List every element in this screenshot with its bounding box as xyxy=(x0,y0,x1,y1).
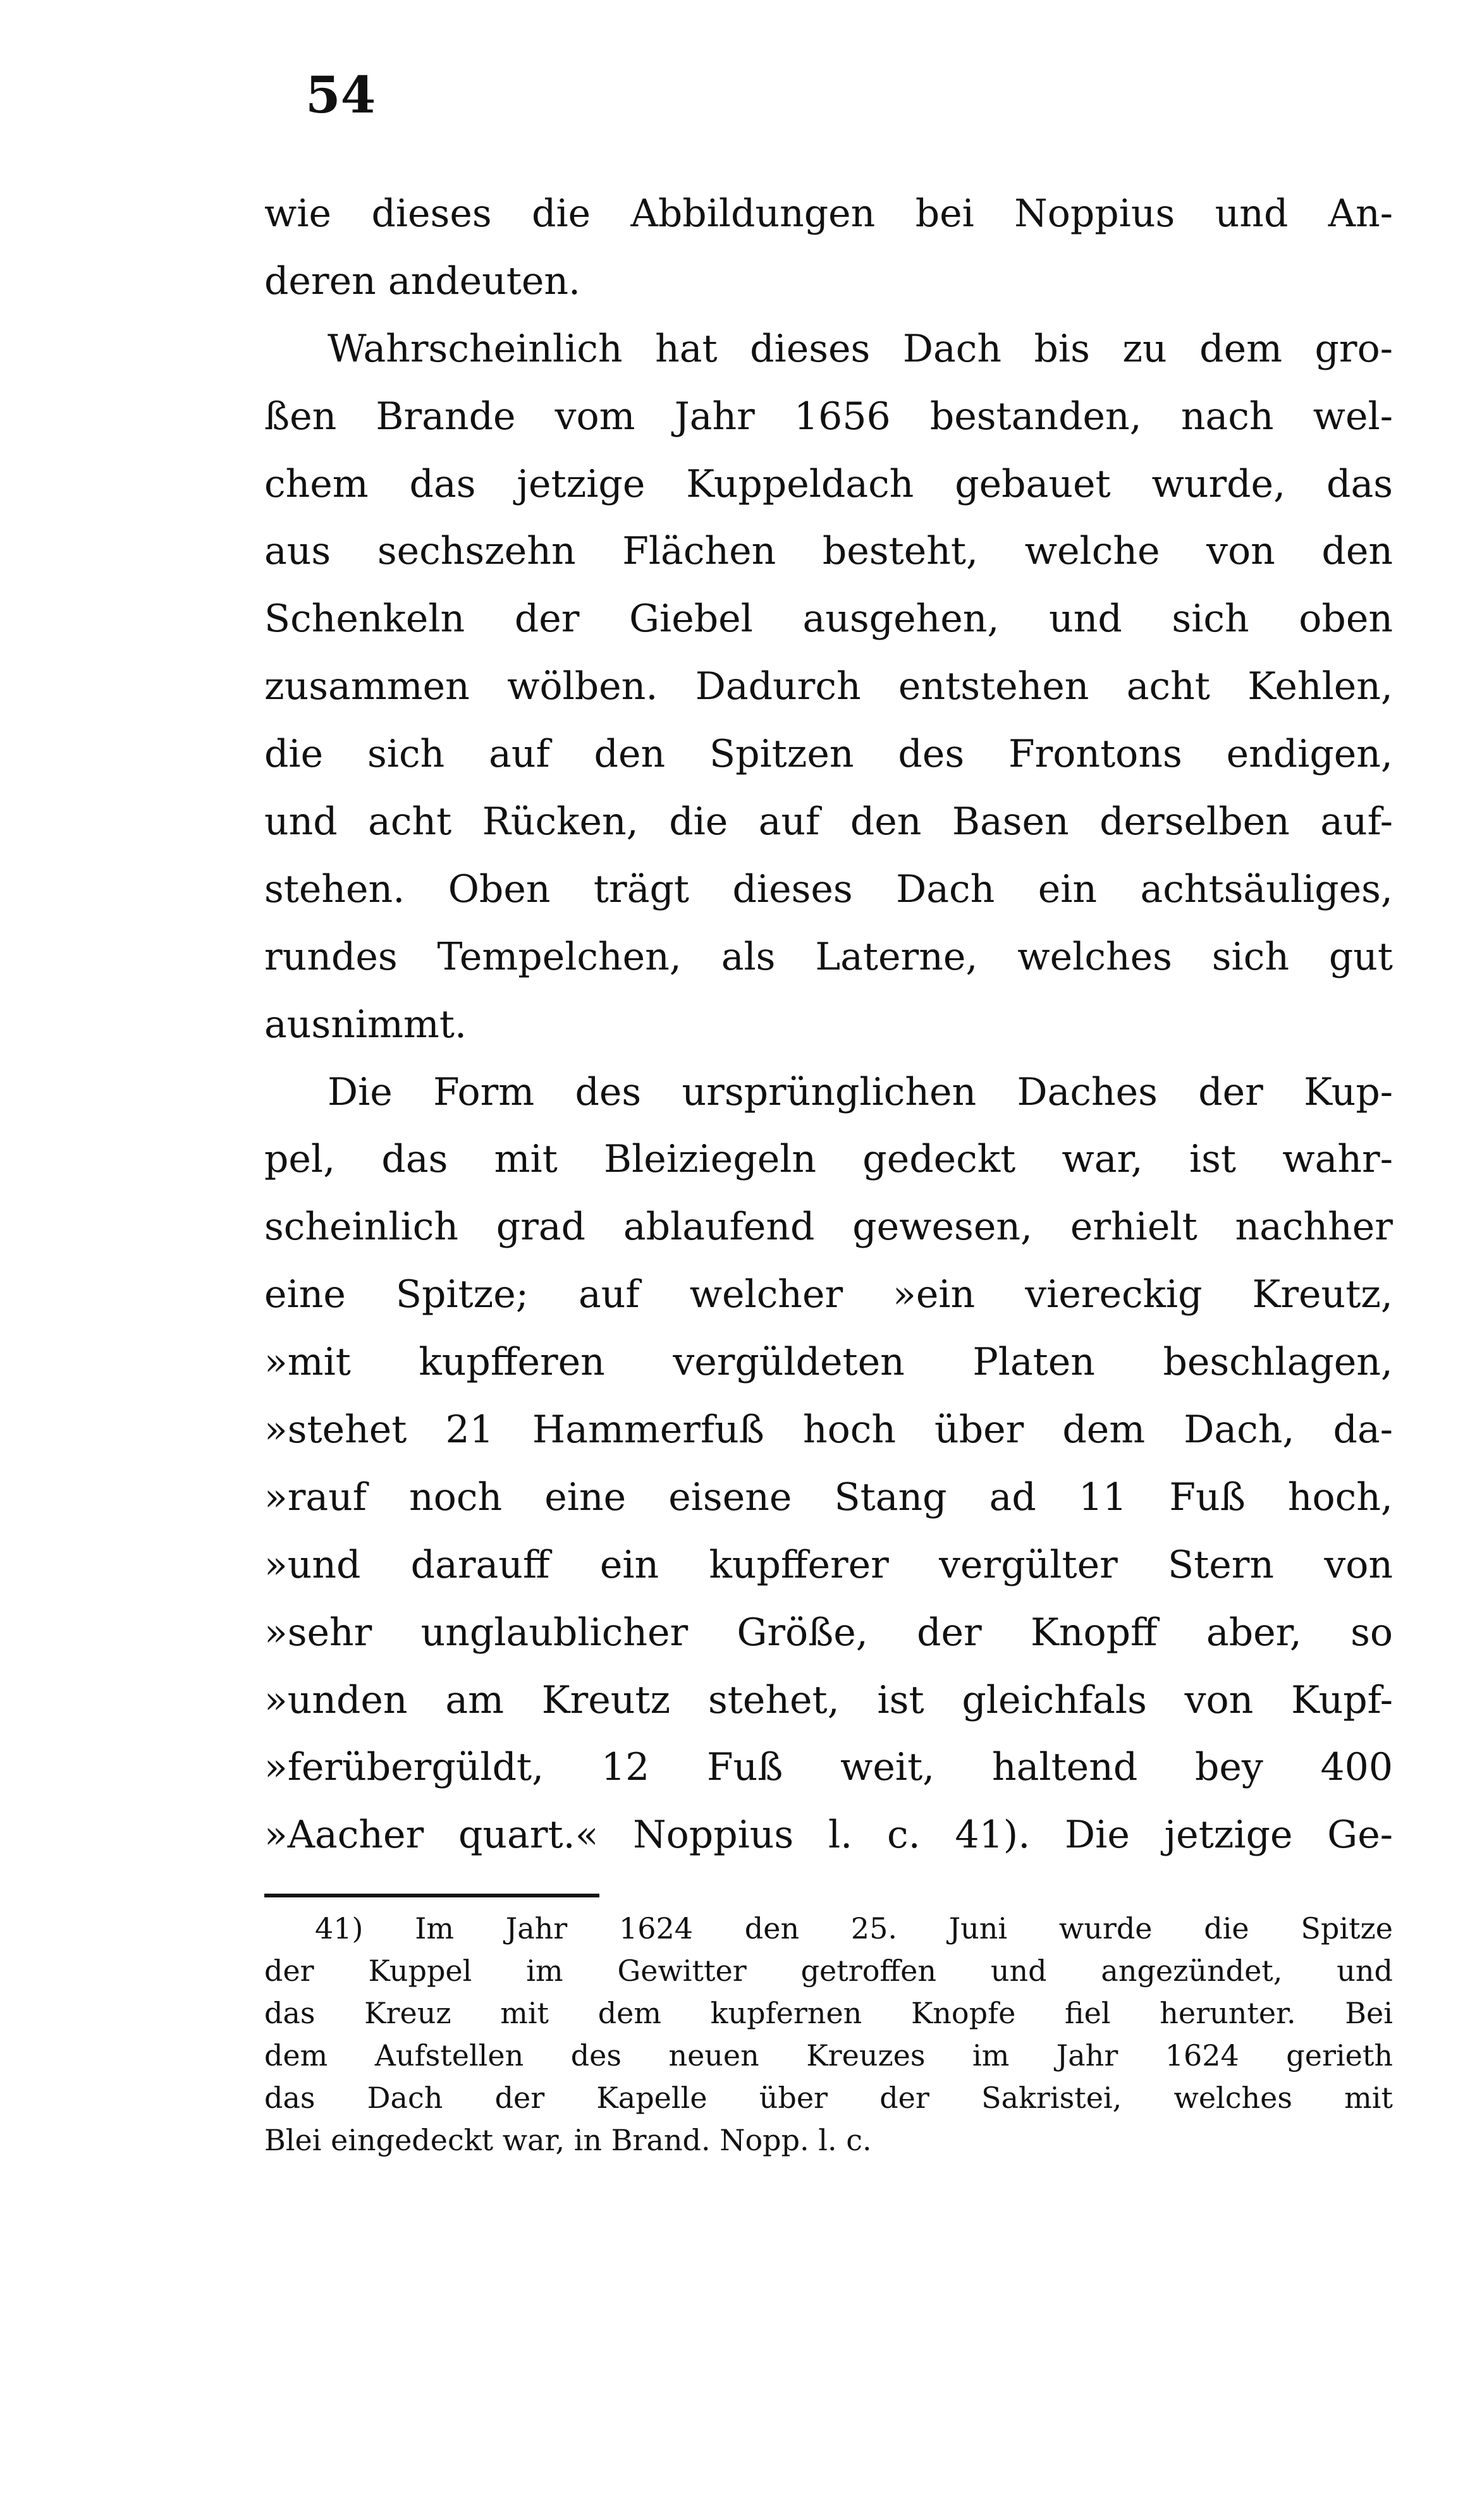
body-line: pel, das mit Bleiziegeln gedeckt war, ist wahr- xyxy=(264,1137,1393,1182)
body-line: und acht Rücken, die auf den Basen derselben auf- xyxy=(264,800,1393,844)
body-line: »stehet 21 Hammerfuß hoch über dem Dach, da- xyxy=(264,1408,1393,1452)
footnote-line: der Kuppel im Gewitter getroffen und angezündet, und xyxy=(264,1954,1393,1988)
body-line: wie dieses die Abbildungen bei Noppius und An- xyxy=(264,192,1393,236)
body-line: Die Form des ursprünglichen Daches der Kup- xyxy=(328,1069,1393,1114)
footnote-line: das Dach der Kapelle über der Sakristei, welches mit xyxy=(264,2081,1393,2115)
body-line: chem das jetzige Kuppeldach gebauet wurde, das xyxy=(264,461,1393,506)
footnote-line: das Kreuz mit dem kupfernen Knopfe fiel herunter. Bei xyxy=(264,1996,1393,2030)
page-number: 54 xyxy=(305,65,376,125)
body-line: eine Spitze; auf welcher »ein viereckig Kreutz, xyxy=(264,1272,1393,1317)
body-line: »ferübergüldt, 12 Fuß weit, haltend bey 400 xyxy=(264,1745,1393,1790)
body-line: die sich auf den Spitzen des Frontons endigen, xyxy=(264,732,1393,777)
footnote xyxy=(264,1908,1393,2162)
footnote-line: 41) Im Jahr 1624 den 25. Juni wurde die Spitze xyxy=(315,1911,1393,1945)
body-line: aus sechszehn Flächen besteht, welche von den xyxy=(264,529,1393,574)
body-line: »sehr unglaublicher Größe, der Knopff aber, so xyxy=(264,1610,1393,1655)
body-text xyxy=(264,180,1393,1869)
footnote-line: Blei eingedeckt war, in Brand. Nopp. l. c. xyxy=(264,2123,872,2157)
footnote-line: dem Aufstellen des neuen Kreuzes im Jahr 1624 gerieth xyxy=(264,2038,1393,2073)
body-line: ausnimmt. xyxy=(264,1002,467,1047)
body-line: »unden am Kreutz stehet, ist gleichfals von Kupf- xyxy=(264,1677,1393,1722)
body-line: Wahrscheinlich hat dieses Dach bis zu dem gro- xyxy=(328,326,1393,371)
body-line: »rauf noch eine eisene Stang ad 11 Fuß hoch, xyxy=(264,1475,1393,1519)
body-line: stehen. Oben trägt dieses Dach ein achtsäuliges, xyxy=(264,867,1393,911)
footnote-divider xyxy=(264,1894,599,1897)
body-line: scheinlich grad ablaufend gewesen, erhielt nachher xyxy=(264,1205,1393,1250)
body-line: »mit kupfferen vergüldeten Platen beschlagen, xyxy=(264,1340,1393,1385)
body-line: rundes Tempelchen, als Laterne, welches sich gut xyxy=(264,934,1393,979)
body-line: ßen Brande vom Jahr 1656 bestanden, nach wel- xyxy=(264,394,1393,439)
body-line: »Aacher quart.« Noppius l. c. 41). Die jetzige Ge- xyxy=(264,1813,1393,1858)
body-line: Schenkeln der Giebel ausgehen, und sich oben xyxy=(264,597,1393,642)
body-line: zusammen wölben. Dadurch entstehen acht Kehlen, xyxy=(264,664,1393,709)
body-line: deren andeuten. xyxy=(264,259,581,303)
body-line: »und darauff ein kupfferer vergülter Stern von xyxy=(264,1542,1393,1587)
